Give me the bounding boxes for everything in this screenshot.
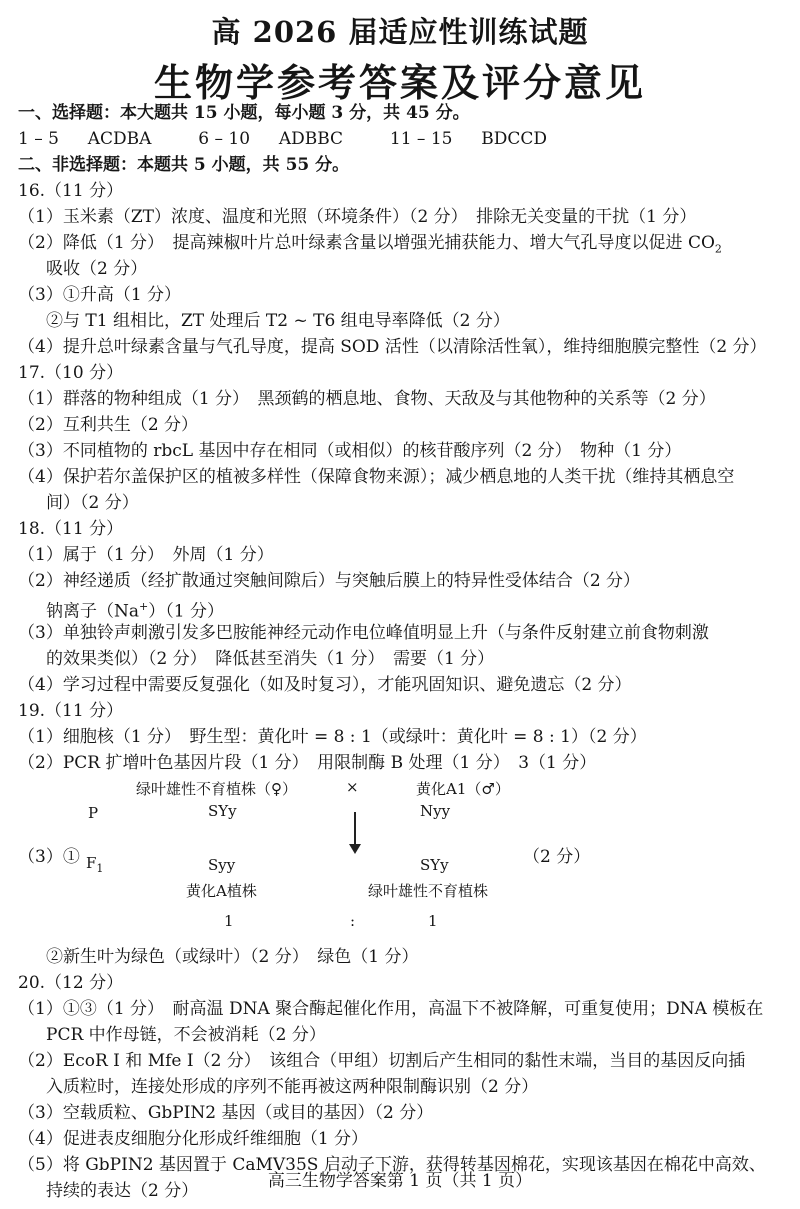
f1-generation-label [86,854,103,875]
q18-answer-1: （1）属于（1 分） 外周（1 分） [18,545,274,565]
q20-answer-5: （5）将 GbPIN2 基因置于 CaMV35S 启动子下游，获得转基因棉花，实现该基因在棉花中高效、 [18,1155,766,1175]
q20-answer-5-cont: 持续的表达（2 分） [46,1181,199,1201]
q16-answer-3: （3）①升高（1 分） [18,285,182,305]
q19-heading: 19.（11 分） [18,701,124,721]
q16-answer-2-cont: 吸收（2 分） [46,259,148,279]
sodium-ion-score: ）（1 分） [148,601,224,622]
q16-answer-3b: ②与 T1 组相比，ZT 处理后 T2 ~ T6 组电导率降低（2 分） [46,311,510,331]
q17-answer-4: （4）保护若尔盖保护区的植被多样性（保障食物来源）；减少栖息地的人类干扰（维持其栖息空 [18,467,735,487]
q20-answer-1-cont: PCR 中作母链，不会被消耗（2 分） [46,1025,326,1045]
p-generation-label: P [88,804,99,822]
f1-letter: F [86,854,97,872]
q19-answer-3b: ②新生叶为绿色（或绿叶）（2 分） 绿色（1 分） [46,947,419,967]
ratio-value-2: 1 [428,912,438,930]
q20-answer-2-cont: 入质粒时，连接处形成的序列不能再被这两种限制酶识别（2 分） [46,1077,539,1097]
q16-heading: 16.（11 分） [18,181,124,201]
page-footer: 高三生物学答案第 1 页（共 1 页） [267,1171,533,1191]
charge-superscript: + [139,600,149,613]
q17-answer-2: （2）互利共生（2 分） [18,415,199,435]
offspring2-genotype: SYy [420,856,449,874]
parent1-genotype: SYy [208,802,237,820]
q19-answer-2: （2）PCR 扩增叶色基因片段（1 分） 用限制酶 B 处理（1 分） 3（1 分） [18,753,597,773]
mc-range-2: 6 – 10 [198,129,251,149]
q20-answer-1: （1）①③（1 分） 耐高温 DNA 聚合酶起催化作用，高温下不被降解，可重复使用；DNA 模板在 [18,999,764,1019]
section1-heading: 一、选择题：本大题共 15 小题，每小题 3 分，共 45 分。 [18,103,470,123]
q16-answer-4: （4）提升总叶绿素含量与气孔导度，提高 SOD 活性（以清除活性氧），维持细胞膜完整性（2 分） [18,337,767,357]
answer-body [18,100,784,1204]
mc-range-3: 11 – 15 [389,129,453,149]
q16-answer-2-text: （2）降低（1 分） 提高辣椒叶片总叶绿素含量以增强光捕获能力、增大气孔导度以促进 CO [18,233,715,253]
parent1-label: 绿叶雄性不育植株（♀） [136,780,297,798]
q20-answer-3: （3）空载质粒、GbPIN2 基因（或目的基因）（2 分） [18,1103,434,1123]
q18-answer-3: （3）单独铃声刺激引发多巴胺能神经元动作电位峰值明显上升（与条件反射建立前食物刺激 [18,623,709,643]
q20-heading: 20.（12 分） [18,973,124,993]
q17-answer-1: （1）群落的物种组成（1 分） 黑颈鹤的栖息地、食物、天敌及与其他物种的关系等（2 分） [18,389,716,409]
q18-answer-4: （4）学习过程中需要反复强化（如及时复习），才能巩固知识、避免遗忘（2 分） [18,675,632,695]
exam-title: 高 2026 届适应性训练试题 [211,15,589,49]
q19-answer-1: （1）细胞核（1 分） 野生型：黄化叶 = 8 : 1（或绿叶：黄化叶 = 8 : 1）（2 分） [18,727,647,747]
sodium-ion-text: 钠离子（Na [46,601,140,622]
q20-answer-2: （2）EcoR Ⅰ 和 Mfe Ⅰ（2 分） 该组合（甲组）切割后产生相同的黏性末端，当目的基因反向插 [18,1051,746,1071]
q20-answer-4: （4）促进表皮细胞分化形成纤维细胞（1 分） [18,1129,369,1149]
offspring2-name: 绿叶雄性不育植株 [368,882,489,900]
q18-answer-3-cont: 的效果类似）（2 分） 降低甚至消失（1 分） 需要（1 分） [46,649,495,669]
cross-arrow-icon [354,812,356,852]
offspring1-name: 黄化A植株 [186,882,257,900]
f1-subscript: 1 [96,862,104,875]
q16-answer-2 [18,230,784,256]
ratio-colon: : [350,912,356,930]
mc-range-1: 1 – 5 [18,129,59,149]
parent2-label: 黄化A1（♂） [416,780,510,798]
q17-answer-4-cont: 间）（2 分） [46,493,139,513]
mc-answers-row [18,126,784,152]
document-title: 生物学参考答案及评分意见 [153,60,646,105]
offspring1-genotype: Syy [208,856,236,874]
ratio-value-1: 1 [224,912,234,930]
q17-heading: 17.（10 分） [18,363,124,383]
q16-answer-1: （1）玉米素（ZT）浓度、温度和光照（环境条件）（2 分） 排除无关变量的干扰（1 分） [18,207,697,227]
mc-keys-1: ACDBA [87,129,152,149]
q17-answer-3: （3）不同植物的 rbcL 基因中存在相同（或相似）的核苷酸序列（2 分） 物种（1 分） [18,441,682,461]
diagram-score: （2 分） [523,847,591,867]
genetic-cross-diagram [18,776,784,944]
co2-subscript: 2 [714,242,722,256]
q18-answer-2-cont [18,594,784,620]
parent2-genotype: Nyy [420,802,451,820]
q19-part3-label: （3）① [18,847,80,867]
q18-answer-2: （2）神经递质（经扩散通过突触间隙后）与突触后膜上的特异性受体结合（2 分） [18,571,641,591]
mc-keys-2: ADBBC [278,129,344,149]
q18-heading: 18.（11 分） [18,519,124,539]
cross-symbol: × [346,778,359,796]
mc-keys-3: BDCCD [481,129,548,149]
section2-heading: 二、非选择题：本题共 5 小题，共 55 分。 [18,155,350,175]
